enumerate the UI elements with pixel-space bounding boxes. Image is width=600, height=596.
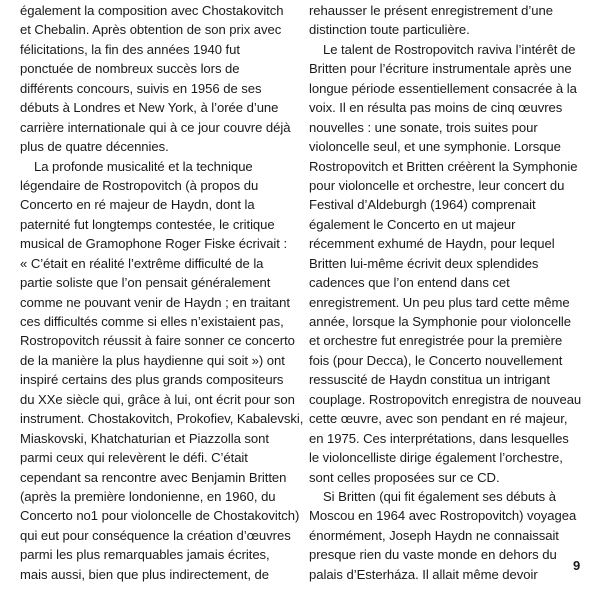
text-line: du XXe siècle qui, grâce à lui, ont écrit pour son [20,391,295,407]
page-number: 9 [573,558,581,573]
text-line: rehausser le présent enregistrement d’une [309,3,553,18]
text-line: paternité fut longtemps contestée, le critique [20,216,275,232]
text-line: inspiré certains des plus grands compositeurs [20,372,284,388]
text-line: voix. Il en résulta pas moins de cinq œuvres [309,100,563,116]
text-line: distinction toute particulière. [309,22,470,38]
text-line: instrument. Chostakovitch, Prokofiev, Kabalevski, [20,411,304,427]
text-line: Moscou en 1964 avec Rostropovitch) voyagea [309,508,577,524]
text-line: qui eut pour conséquence la création d’œuvres [20,527,291,543]
text-line: plus de quatre décennies. [20,139,169,155]
text-line: Rostropovitch réussit à faire sonner ce concerto [20,333,295,349]
text-line: cadences que l’on entend dans cet [309,275,510,291]
text-line: carrière internationale qui à ce jour couvre déjà [20,119,291,135]
text-line: violoncelle seul, et une symphonie. Lorsque [309,139,561,155]
text-line: de la manière la plus haydienne qui soit ») ont [20,352,285,368]
text-line: Le talent de Rostropovitch raviva l’intérêt de [323,41,576,57]
text-line: pour violoncelle et orchestre, leur concert du [309,177,565,193]
text-line: cependant sa rencontre avec Benjamin Britten [20,469,287,485]
text-line: cette œuvre, avec son pendant en ré majeur, [309,411,568,427]
text-line: Rostropovitch et Britten créèrent la Symphonie [309,158,578,174]
left-text-column [20,1,304,584]
text-line: le violoncelliste dirige également l’orchestre, [309,450,563,466]
text-line: Britten lui-même écrivit deux splendides [309,255,539,271]
text-line: ressuscité de Haydn constitua un intrigant [309,372,550,388]
text-line: musical de Gramophone Roger Fiske écrivait : [20,236,288,252]
text-line: Si Britten (qui fit également ses débuts à [323,488,556,504]
text-line: La profonde musicalité et la technique [34,158,253,174]
text-line: énormément, Joseph Haydn ne connaissait [309,527,559,543]
text-line: enregistrement. Un peu plus tard cette même [309,294,570,310]
text-line: couplage. Rostropovitch enregistra de nouveau [309,391,582,407]
text-line: ces difficultés comme si elles n’existaient pas, [20,314,284,329]
text-line: comme ne pouvant venir de Haydn ; en traitant [20,294,290,310]
text-line: « C’était en réalité l’extrême difficulté de la [20,255,264,271]
text-line: Concerto en ré majeur de Haydn, dont la [20,197,255,213]
text-line: année, lorsque la Symphonie pour violoncelle [309,314,572,329]
text-line: parmi les plus remarquables jamais écrites, [20,547,270,563]
text-line: parmi ceux qui relevèrent le défi. C’était [20,450,248,466]
text-line: débuts à Londres et New York, à l’orée d’une [20,100,279,116]
text-line: en 1975. Ces interprétations, dans lesquelles [309,430,569,446]
text-line: Miaskovski, Khatchaturian et Piazzolla sont [20,430,269,446]
text-line: différents concours, suivis en 1956 de ses [20,80,262,96]
text-line: Concerto no1 pour violoncelle de Chostakovitch) [20,508,300,524]
text-line: félicitations, la fin des années 1940 fut [20,41,240,57]
text-line: ponctuée de nombreux succès lors de [20,61,240,77]
text-line: (après la première londonienne, en 1960, du [20,488,276,504]
text-line: partie soliste que l’on pensait généralement [20,275,271,291]
text-line: légendaire de Rostropovitch (à propos du [20,177,259,193]
text-line: récemment exhumé de Haydn, pour lequel [309,236,555,252]
text-line: presque rien du vaste monde en dehors du [309,547,557,563]
right-text-column [309,1,584,584]
text-line: Britten pour l’écriture instrumentale après une [309,61,572,77]
text-line: et Chebalin. Après obtention de son prix avec [20,22,282,38]
text-line: également la composition avec Chostakovitch [20,3,284,18]
text-line: également le Concerto en ut majeur [309,216,516,232]
text-line: nouvelles : une sonate, trois suites pour [309,119,538,135]
text-line: longue période essentiellement consacrée à la [309,80,577,96]
text-line: et orchestre fut enregistrée pour la première [309,333,563,349]
text-line: sont celles proposées sur ce CD. [309,469,500,485]
text-line: fois (pour Decca), le Concerto nouvellement [309,352,563,368]
text-line: mais aussi, bien que plus indirectement, de [20,566,269,582]
text-line: Festival d’Aldeburgh (1964) comprenait [309,197,536,213]
text-line: palais d’Esterháza. Il allait même devoir [309,566,538,582]
